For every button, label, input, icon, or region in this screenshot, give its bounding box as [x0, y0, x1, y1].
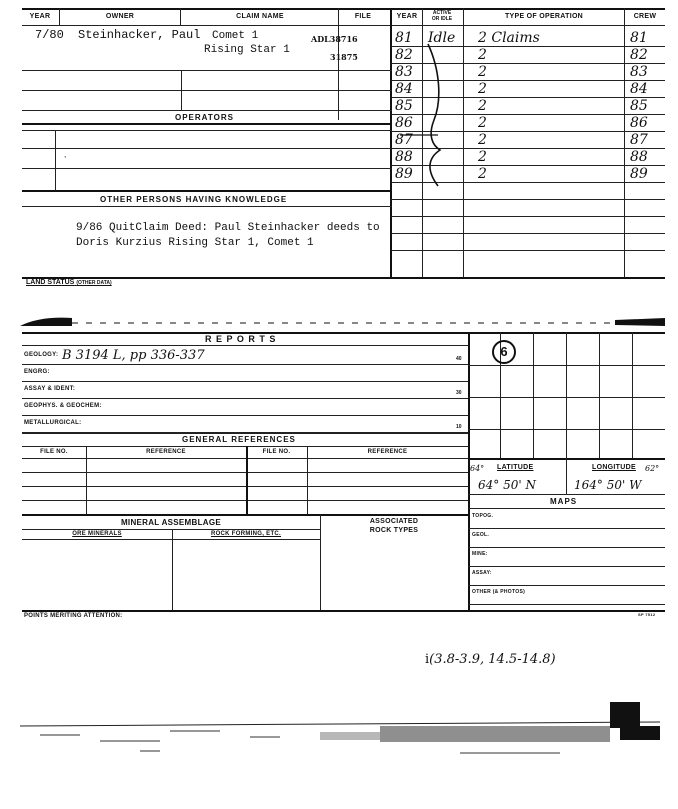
header-active: ACTIVE: [432, 10, 452, 16]
header-year-2: YEAR: [396, 13, 418, 20]
map-item-rule: [468, 528, 665, 529]
operation-year: 88: [395, 149, 413, 165]
operation-year: 87: [395, 132, 413, 148]
report-label: METALLURGICAL:: [24, 420, 82, 426]
bracket-mark: [398, 40, 458, 190]
claim-name-2: Rising Star 1: [204, 44, 290, 56]
other-persons-label: OTHER PERSONS HAVING KNOWLEDGE: [100, 195, 288, 204]
map-item-label: TOPOG.: [472, 513, 494, 519]
claim-year: 7/80: [35, 28, 64, 42]
bottom-note-text: (3.8-3.9, 14.5-14.8): [429, 652, 556, 667]
land-status-title: LAND STATUS: [26, 279, 75, 286]
longitude-label: LONGITUDE: [592, 464, 636, 471]
map-item-rule: [468, 547, 665, 548]
operation-year: 83: [395, 64, 413, 80]
reports-title: R E P O R T S: [205, 334, 277, 344]
operation-status: Idle: [428, 30, 456, 46]
general-references-title: GENERAL REFERENCES: [182, 435, 296, 444]
points-meriting-attention: POINTS MERITING ATTENTION:: [24, 613, 123, 619]
grid-marker-number: 6: [500, 344, 508, 359]
header-crew: CREW: [633, 13, 657, 20]
maps-title: MAPS: [550, 497, 578, 506]
report-scale-number: 40: [456, 356, 462, 362]
report-label: ENGRG:: [24, 369, 50, 375]
claim-name-1: Comet 1: [212, 30, 259, 42]
operation-type: 2 Claims: [478, 30, 540, 46]
report-rule: [22, 364, 468, 365]
operation-type: 2: [478, 115, 487, 131]
operation-type: 2: [478, 166, 487, 182]
associated-rock-types-2: ROCK TYPES: [369, 527, 419, 534]
geology-reference: B 3194 L, pp 336-337: [62, 348, 205, 363]
mineral-assemblage-title: MINERAL ASSEMBLAGE: [120, 518, 222, 527]
operation-type: 2: [478, 81, 487, 97]
map-item-rule: [468, 566, 665, 567]
operation-type: 2: [478, 98, 487, 114]
claim-file-1: ADL38716: [311, 34, 358, 44]
operation-type: 2: [478, 64, 487, 80]
ore-minerals-label: ORE MINERALS: [72, 531, 122, 537]
operation-crew: 83: [630, 64, 648, 80]
header-owner: OWNER: [105, 13, 135, 20]
operation-type: 2: [478, 47, 487, 63]
latitude-value: 64° 50' N: [478, 478, 536, 492]
operation-type: 2: [478, 132, 487, 148]
operation-crew: 84: [630, 81, 648, 97]
operation-year: 81: [395, 30, 413, 46]
report-label: GEOPHYS. & GEOCHEM:: [24, 403, 102, 409]
map-item-rule: [468, 585, 665, 586]
report-scale-number: 30: [456, 390, 462, 396]
land-status-sub: (OTHER DATA): [76, 280, 112, 286]
operation-crew: 87: [630, 132, 648, 148]
operation-year: 86: [395, 115, 413, 131]
other-persons-line-2: Doris Kurzius Rising Star 1, Comet 1: [76, 237, 314, 249]
scan-edge-band: [20, 312, 670, 330]
operation-crew: 85: [630, 98, 648, 114]
header-type-of-operation: TYPE OF OPERATION: [504, 13, 584, 20]
lat-prefix: 64°: [470, 464, 485, 473]
header-claim-name: CLAIM NAME: [236, 13, 284, 20]
other-persons-line-1: 9/86 QuitClaim Deed: Paul Steinhacker deeds to: [76, 222, 380, 234]
bottom-note: i(3.8-3.9, 14.5-14.8): [425, 652, 556, 667]
report-label: GEOLOGY:: [24, 352, 59, 358]
ref-header-reference-1: REFERENCE: [146, 449, 186, 455]
ref-header-reference-2: REFERENCE: [367, 449, 408, 455]
operation-year: 85: [395, 98, 413, 114]
ref-header-file-no-2: FILE NO.: [262, 449, 291, 455]
operation-year: 89: [395, 166, 413, 182]
map-item-label: OTHER (& PHOTOS): [472, 589, 526, 595]
header-year: YEAR: [29, 13, 51, 20]
lon-suffix: 62°: [645, 464, 660, 473]
report-scale-number: 10: [456, 424, 462, 430]
operation-year: 82: [395, 47, 413, 63]
tick-mark: ,: [64, 150, 67, 159]
rock-forming-label: ROCK FORMING, ETC.: [210, 531, 282, 537]
operation-crew: 89: [630, 166, 648, 182]
operation-crew: 88: [630, 149, 648, 165]
map-item-label: MINE:: [472, 551, 488, 557]
header-or-idle: OR IDLE: [431, 16, 453, 22]
grid-marker-circle: [492, 340, 516, 364]
report-label: ASSAY & IDENT:: [24, 386, 76, 392]
ref-header-file-no-1: FILE NO.: [40, 449, 68, 455]
form-number: SP 7512: [638, 612, 656, 617]
claim-owner: Steinhacker, Paul: [78, 28, 201, 42]
map-item-label: ASSAY:: [472, 570, 492, 576]
operation-crew: 86: [630, 115, 648, 131]
map-item-label: GEOL.: [472, 532, 490, 538]
report-rule: [22, 398, 468, 399]
report-rule: [22, 381, 468, 382]
operation-crew: 82: [630, 47, 648, 63]
header-file: FILE: [354, 13, 372, 20]
scan-noise-band: [20, 700, 670, 770]
longitude-value: 164° 50' W: [574, 478, 642, 492]
report-rule: [22, 415, 468, 416]
latitude-label: LATITUDE: [497, 464, 534, 471]
operators-label: OPERATORS: [175, 113, 234, 122]
operation-crew: 81: [630, 30, 648, 46]
land-status-label: [26, 279, 112, 286]
claim-file-2: 31875: [330, 52, 358, 62]
map-item-rule: [468, 604, 665, 605]
associated-rock-types-1: ASSOCIATED: [369, 518, 419, 525]
operation-year: 84: [395, 81, 413, 97]
operation-type: 2: [478, 149, 487, 165]
